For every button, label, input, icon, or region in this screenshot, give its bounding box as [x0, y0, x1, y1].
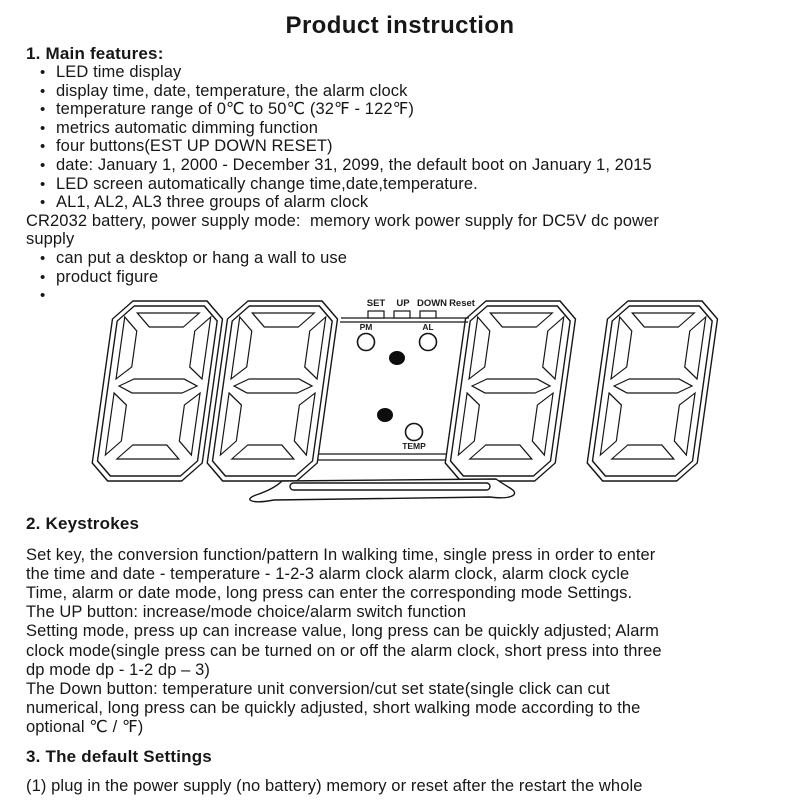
default-settings-text: [26, 777, 792, 796]
set-button: [368, 311, 384, 318]
bullet-glyph: •: [40, 138, 46, 156]
bullet-glyph: •: [40, 268, 46, 286]
line-text: LED screen automatically change time,date,temperature.: [56, 174, 478, 193]
line-text: CR2032 battery, power supply mode: memory work power supply for DC5V dc power: [26, 211, 659, 230]
temp-indicator-label: TEMP: [402, 440, 426, 451]
default-settings-line: (1) plug in the power supply (no battery) memory or reset after the restart the whole: [26, 776, 643, 795]
colon-dot: [378, 408, 393, 421]
seven-segment-digit: [443, 301, 578, 481]
colon-dot: [390, 351, 405, 364]
line-text: metrics automatic dimming function: [56, 118, 318, 137]
line-text: can put a desktop or hang a wall to use: [56, 248, 348, 267]
feature-line: [26, 137, 792, 156]
features-heading: 1. Main features:: [26, 44, 164, 63]
bullet-glyph: •: [40, 64, 46, 81]
bullet-glyph: •: [40, 175, 46, 193]
line-text: LED time display: [56, 63, 182, 81]
keystrokes-line: clock mode(single press can be turned on or off the alarm clock, short press into three: [26, 641, 662, 660]
clock-stand: [250, 479, 515, 502]
feature-line: [26, 249, 792, 268]
keystrokes-line: dp mode dp - 1-2 dp – 3): [26, 660, 211, 679]
keystrokes-line: The Down button: temperature unit conversion/cut set state(single click can cut: [26, 680, 610, 699]
down-button: [420, 311, 436, 318]
keystrokes-line: The UP button: increase/mode choice/alarm switch function: [26, 603, 467, 622]
seven-segment-digit: [90, 301, 225, 481]
page-title: Product instruction: [285, 12, 515, 39]
feature-line: [26, 175, 792, 194]
line-text: display time, date, temperature, the alarm clock: [56, 81, 408, 100]
default-settings-heading: 3. The default Settings: [26, 746, 212, 766]
feature-line: [26, 100, 792, 119]
feature-line: [26, 268, 792, 287]
feature-line: [26, 63, 792, 82]
keystrokes-line: numerical, long press can be quickly adjusted, short walking mode according to the: [26, 699, 641, 718]
bullet-glyph: •: [40, 119, 46, 137]
bullet-glyph: •: [40, 82, 46, 100]
up-button-label: UP: [396, 297, 410, 309]
clock-figure-svg: [60, 289, 740, 504]
line-text: AL1, AL2, AL3 three groups of alarm clock: [56, 193, 369, 212]
feature-line: [26, 119, 792, 138]
feature-line: [26, 82, 792, 101]
up-button: [394, 311, 410, 318]
features-list: [26, 63, 792, 305]
clock-figure: [26, 289, 792, 504]
pm-indicator-label: PM: [359, 321, 373, 332]
line-text: temperature range of 0℃ to 50℃ (32℉ - 122℉): [56, 100, 415, 119]
down-button-label: DOWN: [416, 297, 448, 309]
pm-indicator: [358, 333, 375, 350]
line-text: date: January 1, 2000 - December 31, 2099, the default boot on January 1, 2015: [56, 155, 652, 174]
keystrokes-text: [26, 546, 792, 738]
keystrokes-heading: 2. Keystrokes: [26, 513, 140, 533]
feature-line: [26, 156, 792, 175]
al-indicator-label: AL: [422, 321, 434, 332]
line-text: product figure: [56, 267, 159, 286]
keystrokes-line: Setting mode, press up can increase value, long press can be quickly adjusted; Alarm: [26, 622, 659, 641]
bullet-glyph: •: [40, 249, 46, 267]
feature-line: [26, 193, 792, 212]
instruction-page: [0, 12, 800, 812]
keystrokes-line: optional ℃ / ℉): [26, 718, 144, 737]
keystrokes-line: Time, alarm or date mode, long press can enter the corresponding mode Settings.: [26, 584, 633, 603]
set-button-label: SET: [366, 297, 386, 309]
bullet-glyph: •: [40, 156, 46, 174]
keystrokes-line: the time and date - temperature - 1-2-3 alarm clock alarm clock, alarm clock cycle: [26, 564, 630, 583]
bullet-glyph: •: [40, 287, 46, 305]
temp-indicator: [406, 423, 423, 440]
bullet-glyph: •: [40, 101, 46, 119]
line-text: supply: [26, 230, 75, 249]
line-text: four buttons(EST UP DOWN RESET): [56, 137, 333, 156]
feature-line: [26, 230, 792, 249]
keystrokes-line: Set key, the conversion function/pattern In walking time, single press in order to enter: [26, 545, 656, 564]
al-indicator: [420, 333, 437, 350]
bullet-glyph: •: [40, 194, 46, 212]
feature-line: [26, 212, 792, 231]
reset-button-label: Reset: [449, 297, 475, 309]
seven-segment-digit: [585, 301, 720, 481]
